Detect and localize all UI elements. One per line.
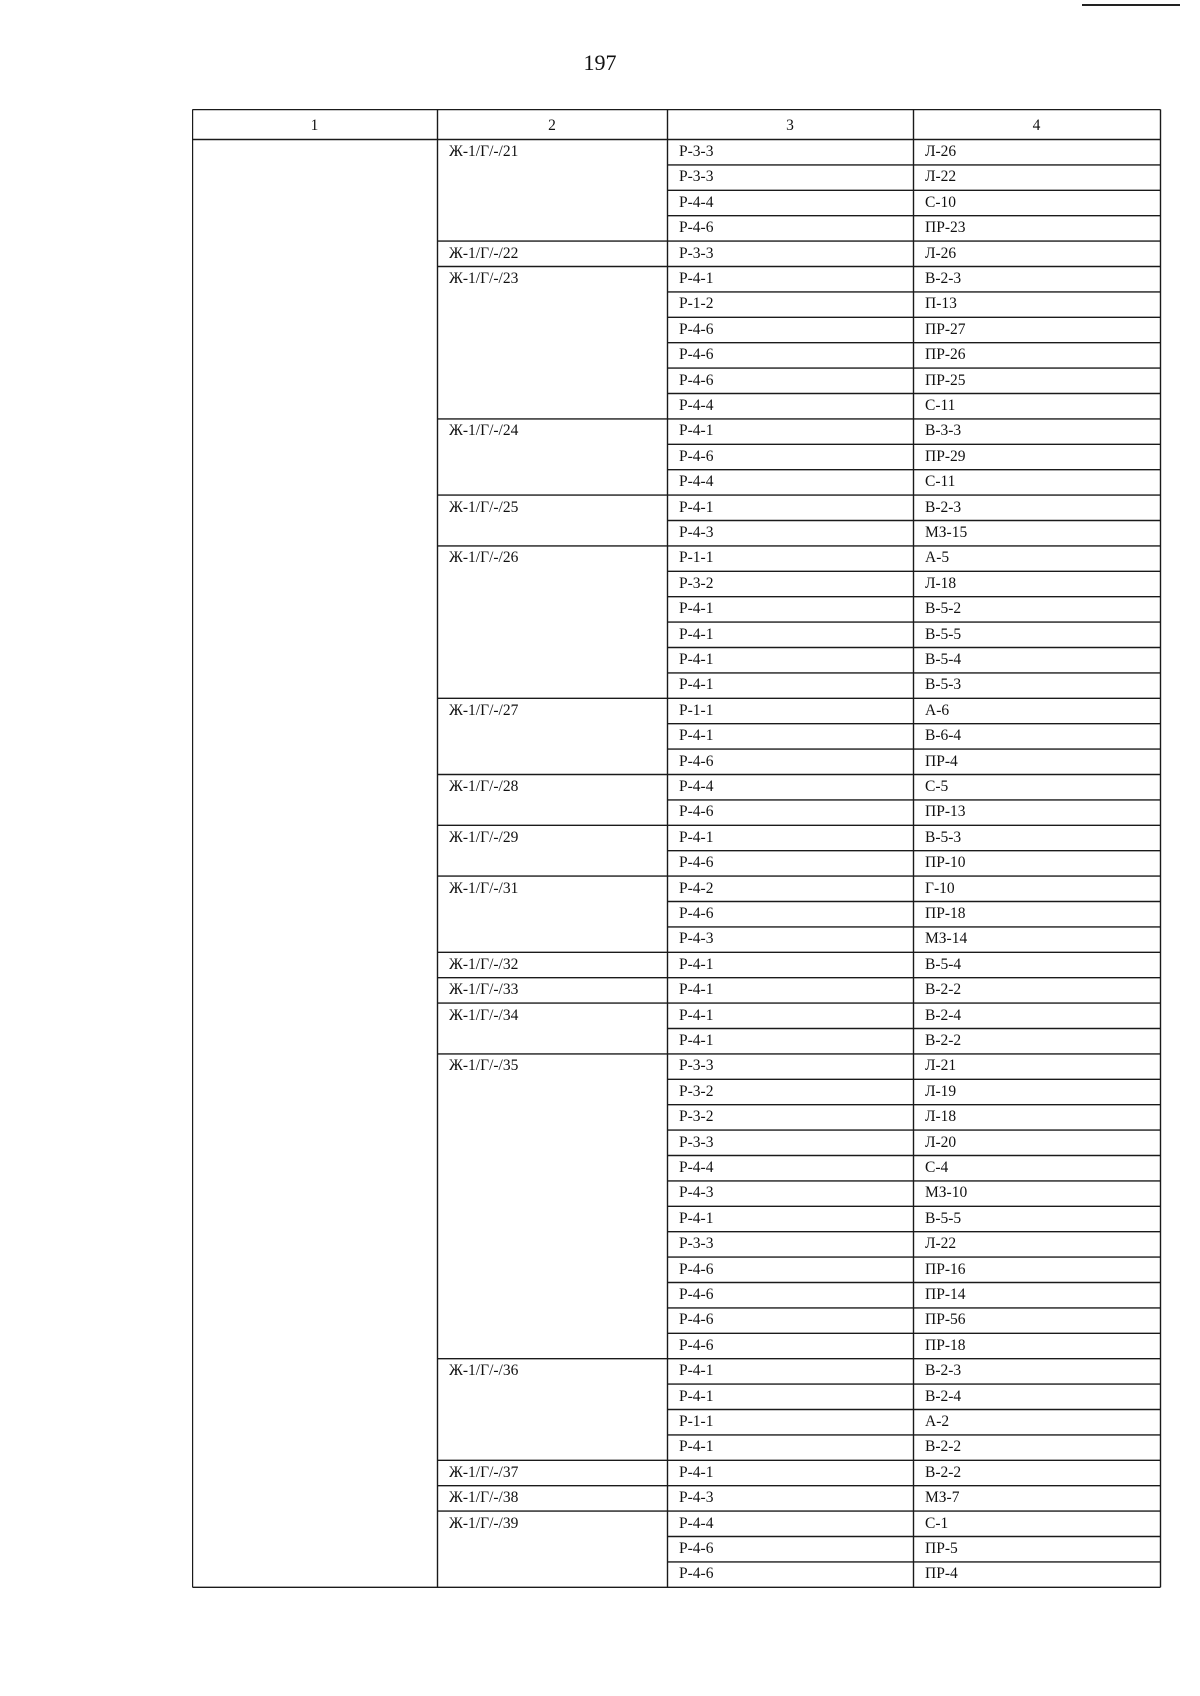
col3-value: Р-1-1	[679, 549, 714, 567]
col4-value: В-2-2	[925, 1438, 962, 1456]
col3-value: Р-4-1	[679, 1006, 714, 1024]
group-code: Ж-1/Г/-/33	[449, 981, 519, 999]
table-grid	[192, 109, 1162, 1589]
col3-value: Р-3-2	[679, 1082, 714, 1100]
col3-value: Р-4-1	[679, 1209, 714, 1227]
col4-value: ПР-5	[925, 1540, 958, 1557]
col3-value: Р-4-3	[679, 524, 714, 541]
column-header-3: 3	[786, 117, 794, 134]
col3-value: Р-4-4	[679, 397, 714, 414]
col4-value: П-13	[925, 295, 957, 313]
col4-value: МЗ-10	[925, 1184, 968, 1202]
col4-value: ПР-56	[925, 1311, 966, 1329]
group-code: Ж-1/Г/-/36	[449, 1362, 519, 1380]
col3-value: Р-3-3	[679, 168, 714, 186]
col4-value: В-2-2	[925, 981, 962, 999]
col3-value: Р-4-1	[679, 1438, 714, 1456]
col3-value: Р-4-1	[679, 651, 714, 668]
col3-value: Р-4-6	[679, 447, 714, 465]
col4-value: В-5-3	[925, 828, 962, 846]
col4-value: В-2-3	[925, 1362, 962, 1380]
col4-value: МЗ-14	[925, 930, 968, 948]
col4-value: МЗ-7	[925, 1489, 960, 1507]
col4-value: МЗ-15	[925, 524, 968, 541]
col4-value: А-6	[925, 701, 950, 719]
col4-value: А-2	[925, 1413, 950, 1430]
group-code: Ж-1/Г/-/22	[449, 244, 519, 262]
col4-value: С-4	[925, 1159, 949, 1176]
col4-value: Л-26	[925, 244, 957, 262]
col4-value: ПР-23	[925, 219, 966, 237]
col3-value: Р-4-1	[679, 676, 714, 694]
col3-value: Р-4-1	[679, 1463, 714, 1481]
col3-value: Р-4-6	[679, 219, 714, 237]
col4-value: ПР-4	[925, 752, 958, 770]
col3-value: Р-1-1	[679, 701, 714, 719]
col3-value: Р-1-2	[679, 295, 714, 313]
group-code: Ж-1/Г/-/23	[449, 270, 519, 287]
col3-value: Р-3-3	[679, 1235, 714, 1253]
col3-value: Р-4-6	[679, 1286, 714, 1303]
col4-value: Л-18	[925, 1108, 957, 1126]
group-code: Ж-1/Г/-/27	[449, 701, 519, 719]
col4-value: В-5-4	[925, 651, 962, 668]
col4-value: С-5	[925, 778, 949, 795]
group-code: Ж-1/Г/-/38	[449, 1489, 519, 1507]
col4-value: В-2-4	[925, 1387, 962, 1405]
col3-value: Р-4-6	[679, 1336, 714, 1354]
col3-value: Р-4-6	[679, 1260, 714, 1278]
col3-value: Р-4-1	[679, 828, 714, 846]
col3-value: Р-4-6	[679, 854, 714, 872]
col3-value: Р-4-1	[679, 1362, 714, 1380]
data-table	[192, 109, 1160, 1593]
group-code: Ж-1/Г/-/29	[449, 828, 519, 846]
col4-value: ПР-10	[925, 854, 966, 872]
col3-value: Р-4-3	[679, 1184, 714, 1202]
col3-value: Р-4-1	[679, 955, 714, 973]
col4-value: ПР-29	[925, 447, 966, 465]
col4-value: ПР-4	[925, 1565, 958, 1583]
col3-value: Р-4-1	[679, 270, 714, 287]
col3-value: Р-4-6	[679, 346, 714, 364]
group-code: Ж-1/Г/-/37	[449, 1463, 519, 1481]
col4-value: ПР-25	[925, 371, 966, 389]
col4-value: Л-19	[925, 1082, 957, 1100]
col3-value: Р-4-4	[679, 473, 714, 491]
col4-value: ПР-16	[925, 1260, 966, 1278]
col4-value: В-5-5	[925, 1209, 962, 1227]
col3-value: Р-4-6	[679, 803, 714, 821]
col3-value: Р-4-1	[679, 422, 714, 440]
col3-value: Р-4-2	[679, 879, 714, 897]
col3-value: Р-3-3	[679, 1133, 714, 1151]
col4-value: ПР-18	[925, 1336, 966, 1354]
column-header-1: 1	[310, 117, 319, 134]
col4-value: В-2-3	[925, 270, 962, 287]
col3-value: Р-3-3	[679, 1057, 714, 1075]
col3-value: Р-4-1	[679, 498, 714, 516]
group-code: Ж-1/Г/-/26	[449, 549, 519, 567]
col4-value: В-5-4	[925, 955, 962, 973]
group-code: Ж-1/Г/-/32	[449, 955, 519, 973]
col3-value: Р-4-6	[679, 1565, 714, 1583]
col3-value: Р-4-6	[679, 1540, 714, 1557]
col4-value: В-2-2	[925, 1463, 962, 1481]
col4-value: Л-26	[925, 143, 957, 160]
col4-value: ПР-13	[925, 803, 966, 821]
col3-value: Р-4-4	[679, 778, 714, 795]
col4-value: В-2-3	[925, 498, 962, 516]
group-code: Ж-1/Г/-/25	[449, 498, 519, 516]
col3-value: Р-4-3	[679, 1489, 714, 1507]
col4-value: С-1	[925, 1514, 949, 1532]
col4-value: В-2-4	[925, 1006, 962, 1024]
page-number: 197	[583, 50, 617, 75]
col3-value: Р-4-4	[679, 1159, 714, 1176]
group-code: Ж-1/Г/-/28	[449, 778, 519, 795]
col4-value: В-5-2	[925, 600, 962, 618]
col4-value: Л-18	[925, 574, 957, 592]
col3-value: Р-4-6	[679, 752, 714, 770]
col4-value: ПР-27	[925, 320, 966, 338]
group-code: Ж-1/Г/-/31	[449, 879, 519, 897]
col3-value: Р-3-3	[679, 244, 714, 262]
group-code: Ж-1/Г/-/24	[449, 422, 519, 440]
group-code: Ж-1/Г/-/39	[449, 1514, 519, 1532]
col4-value: В-5-5	[925, 625, 962, 643]
group-code: Ж-1/Г/-/35	[449, 1057, 519, 1075]
col4-value: Л-21	[925, 1057, 957, 1075]
col3-value: Р-4-1	[679, 727, 714, 745]
col3-value: Р-1-1	[679, 1413, 714, 1430]
col3-value: Р-4-4	[679, 193, 714, 211]
col3-value: Р-4-3	[679, 930, 714, 948]
col3-value: Р-4-4	[679, 1514, 714, 1532]
col4-value: Л-22	[925, 168, 957, 186]
col4-value: Г-10	[925, 879, 955, 897]
col3-value: Р-4-1	[679, 600, 714, 618]
col3-value: Р-4-1	[679, 625, 714, 643]
column-header-2: 2	[548, 117, 556, 134]
col3-value: Р-4-6	[679, 905, 714, 922]
col4-value: В-6-4	[925, 727, 962, 745]
col4-value: А-5	[925, 549, 950, 567]
group-code: Ж-1/Г/-/21	[449, 143, 519, 160]
col4-value: ПР-26	[925, 346, 966, 364]
col4-value: Л-22	[925, 1235, 957, 1253]
col4-value: В-5-3	[925, 676, 962, 694]
col4-value: Л-20	[925, 1133, 957, 1151]
group-code: Ж-1/Г/-/34	[449, 1006, 519, 1024]
col3-value: Р-4-6	[679, 1311, 714, 1329]
col3-value: Р-3-3	[679, 143, 714, 160]
col3-value: Р-4-6	[679, 320, 714, 338]
col3-value: Р-4-1	[679, 1032, 714, 1049]
col4-value: С-11	[925, 397, 956, 414]
col3-value: Р-4-6	[679, 371, 714, 389]
col3-value: Р-4-1	[679, 1387, 714, 1405]
col4-value: ПР-14	[925, 1286, 966, 1303]
col3-value: Р-3-2	[679, 1108, 714, 1126]
scan-corner-mark	[1082, 4, 1180, 6]
col3-value: Р-3-2	[679, 574, 714, 592]
col4-value: С-11	[925, 473, 956, 491]
col4-value: В-3-3	[925, 422, 962, 440]
column-header-4: 4	[1032, 117, 1041, 134]
col3-value: Р-4-1	[679, 981, 714, 999]
col4-value: В-2-2	[925, 1032, 962, 1049]
col4-value: С-10	[925, 193, 956, 211]
col4-value: ПР-18	[925, 905, 966, 922]
